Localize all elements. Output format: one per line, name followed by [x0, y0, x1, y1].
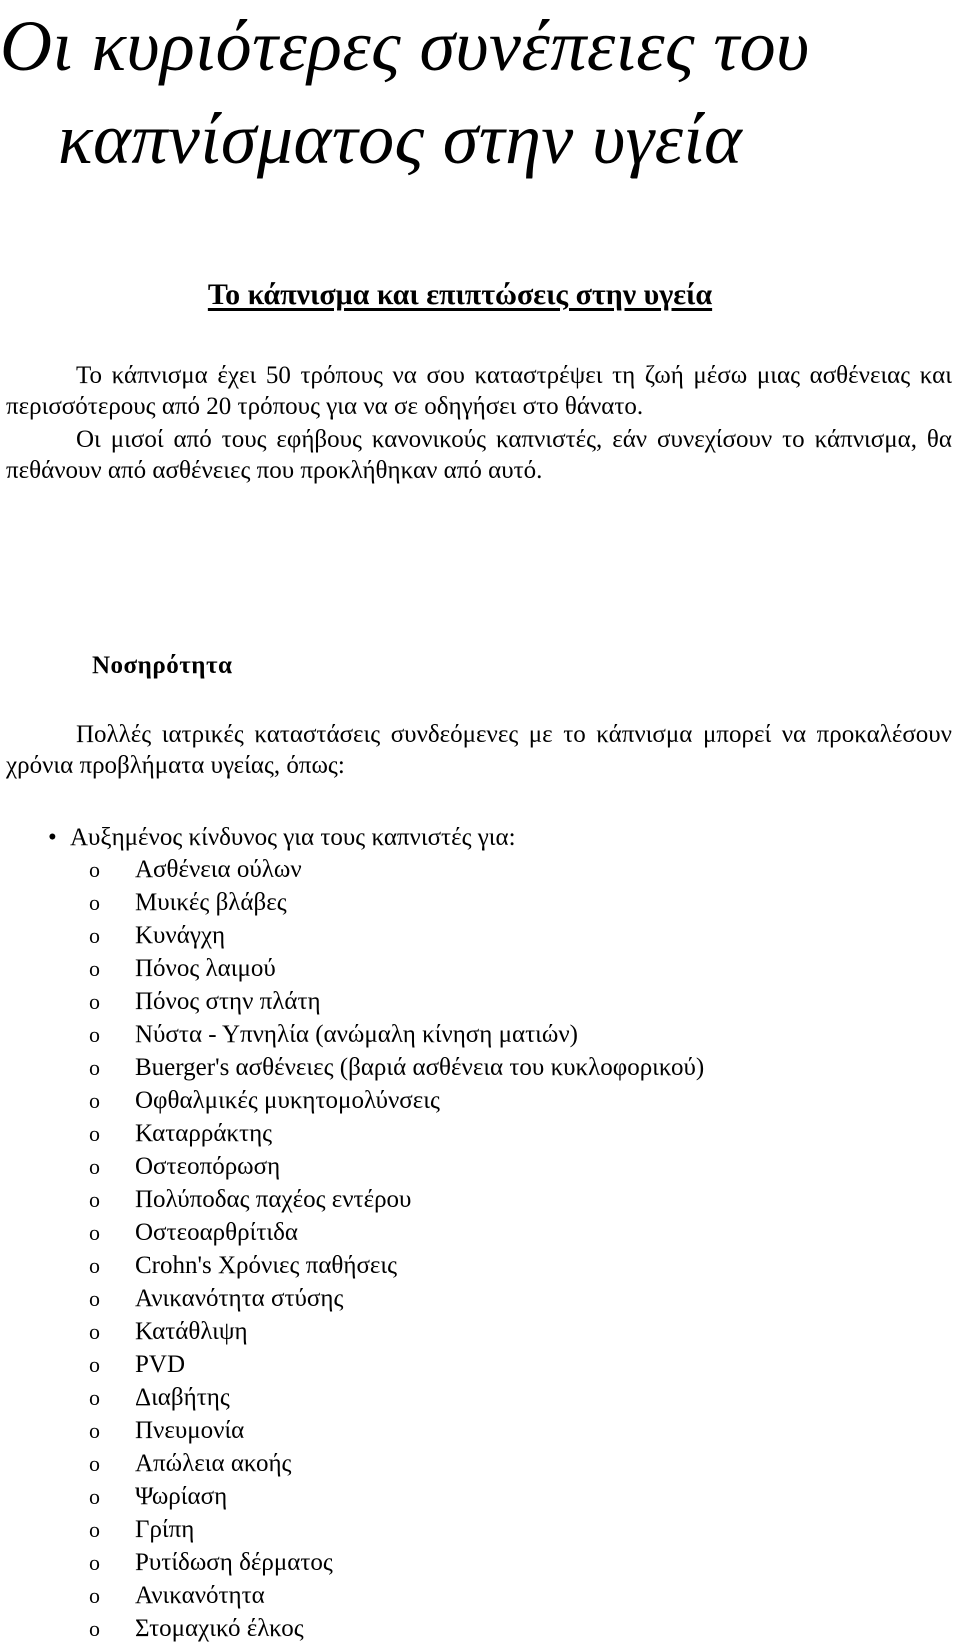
list-item: [0, 1414, 960, 1447]
list-marker: o: [89, 989, 100, 1014]
subtitle-text: Το κάπνισμα και επιπτώσεις στην υγεία: [207, 278, 713, 311]
list-item: [0, 1579, 960, 1612]
list-marker: o: [89, 1517, 100, 1542]
list-item: [0, 1084, 960, 1117]
list-item: [0, 1381, 960, 1414]
title-line-1: Οι κυριότερες συνέπειες του: [0, 6, 810, 86]
list-marker: o: [89, 956, 100, 981]
list-marker: o: [89, 1319, 100, 1344]
list-marker: o: [89, 1550, 100, 1575]
list-marker: o: [89, 1154, 100, 1179]
list-marker: o: [89, 1583, 100, 1608]
condition-text: Οστεοπόρωση: [135, 1153, 281, 1180]
condition-text: Buerger's ασθένειες (βαριά ασθένεια του κυκλοφορικού): [135, 1054, 705, 1081]
intro-paragraph-1: [6, 360, 952, 422]
condition-text: Στομαχικό έλκος: [135, 1615, 304, 1642]
list-marker: o: [89, 1451, 100, 1476]
list-item: [0, 1249, 960, 1282]
list-marker: o: [89, 1121, 100, 1146]
condition-text: PVD: [135, 1351, 186, 1378]
list-item: [0, 1546, 960, 1579]
condition-text: Νύστα - Υπνηλία (ανώμαλη κίνηση ματιών): [135, 1021, 578, 1048]
list-marker: o: [89, 1352, 100, 1377]
section-subtitle: [0, 278, 960, 312]
list-item: [0, 919, 960, 952]
condition-text: Πόνος στην πλάτη: [135, 988, 321, 1015]
list-marker: o: [89, 1220, 100, 1245]
list-marker: o: [89, 857, 100, 882]
list-marker: o: [89, 1253, 100, 1278]
condition-text: Ρυτίδωση δέρματος: [135, 1549, 333, 1576]
condition-text: Πολύποδας παχέος εντέρου: [135, 1186, 412, 1213]
list-item: [0, 1447, 960, 1480]
intro-text-1: Το κάπνισμα έχει 50 τρόπους να σου καταστρέψει τη ζωή μέσω μιας ασθένειας και περισσότερους από 20 τρόπους για να σε οδηγήσει στο θάνατο.: [6, 362, 952, 420]
condition-text: Ανικανότητα στύσης: [135, 1285, 344, 1312]
list-item: [0, 1513, 960, 1546]
list-item: [0, 1480, 960, 1513]
condition-text: Πνευμονία: [135, 1417, 245, 1444]
title-line-2: καπνίσματος στην υγεία: [58, 99, 743, 179]
condition-text: Κατάθλιψη: [135, 1318, 248, 1345]
list-marker: o: [89, 1385, 100, 1410]
condition-text: Διαβήτης: [135, 1384, 230, 1411]
bullet-item: [48, 822, 516, 853]
list-item: [0, 1183, 960, 1216]
list-marker: o: [89, 1286, 100, 1311]
condition-text: Οστεοαρθρίτιδα: [135, 1219, 298, 1246]
conditions-list: [0, 853, 960, 1645]
morbidity-text: Πολλές ιατρικές καταστάσεις συνδεόμενες με το κάπνισμα μπορεί να προκαλέσουν χρόνια προβλήματα υγείας, όπως:: [6, 721, 952, 779]
condition-text: Κυνάγχη: [135, 922, 226, 949]
list-marker: o: [89, 1022, 100, 1047]
morbidity-heading: Νοσηρότητα: [92, 652, 233, 679]
list-item: [0, 952, 960, 985]
list-item: [0, 853, 960, 886]
list-marker: o: [89, 1088, 100, 1113]
list-item: [0, 1216, 960, 1249]
list-item: [0, 1315, 960, 1348]
condition-text: Απώλεια ακοής: [135, 1450, 292, 1477]
condition-text: Οφθαλμικές μυκητομολύνσεις: [135, 1087, 440, 1114]
condition-text: Ψωρίαση: [135, 1483, 228, 1510]
condition-text: Καταρράκτης: [135, 1120, 273, 1147]
condition-text: Γρίπη: [135, 1516, 195, 1543]
list-item: [0, 1612, 960, 1645]
document-title: [0, 0, 960, 186]
list-marker: o: [89, 1616, 100, 1641]
morbidity-paragraph: [6, 719, 952, 781]
intro-text-2: Οι μισοί από τους εφήβους κανονικούς καπνιστές, εάν συνεχίσουν το κάπνισμα, θα πεθάνουν από ασθένειες που προκλήθηκαν από αυτό.: [6, 426, 952, 484]
bullet-marker: •: [48, 824, 57, 851]
list-item: [0, 985, 960, 1018]
intro-paragraph-2: [6, 424, 952, 486]
list-marker: o: [89, 890, 100, 915]
list-item: [0, 1051, 960, 1084]
list-marker: o: [89, 923, 100, 948]
list-item: [0, 1117, 960, 1150]
condition-text: Ανικανότητα: [135, 1582, 265, 1609]
condition-text: Crohn's Χρόνιες παθήσεις: [135, 1252, 398, 1279]
list-item: [0, 1018, 960, 1051]
list-marker: o: [89, 1187, 100, 1212]
list-marker: o: [89, 1055, 100, 1080]
list-item: [0, 1348, 960, 1381]
bullet-text: Αυξημένος κίνδυνος για τους καπνιστές για:: [70, 824, 516, 851]
list-marker: o: [89, 1418, 100, 1443]
condition-text: Πόνος λαιμού: [135, 955, 276, 982]
list-item: [0, 1150, 960, 1183]
list-item: [0, 886, 960, 919]
condition-text: Ασθένεια ούλων: [135, 856, 302, 883]
condition-text: Μυικές βλάβες: [135, 889, 287, 916]
list-marker: o: [89, 1484, 100, 1509]
list-item: [0, 1282, 960, 1315]
